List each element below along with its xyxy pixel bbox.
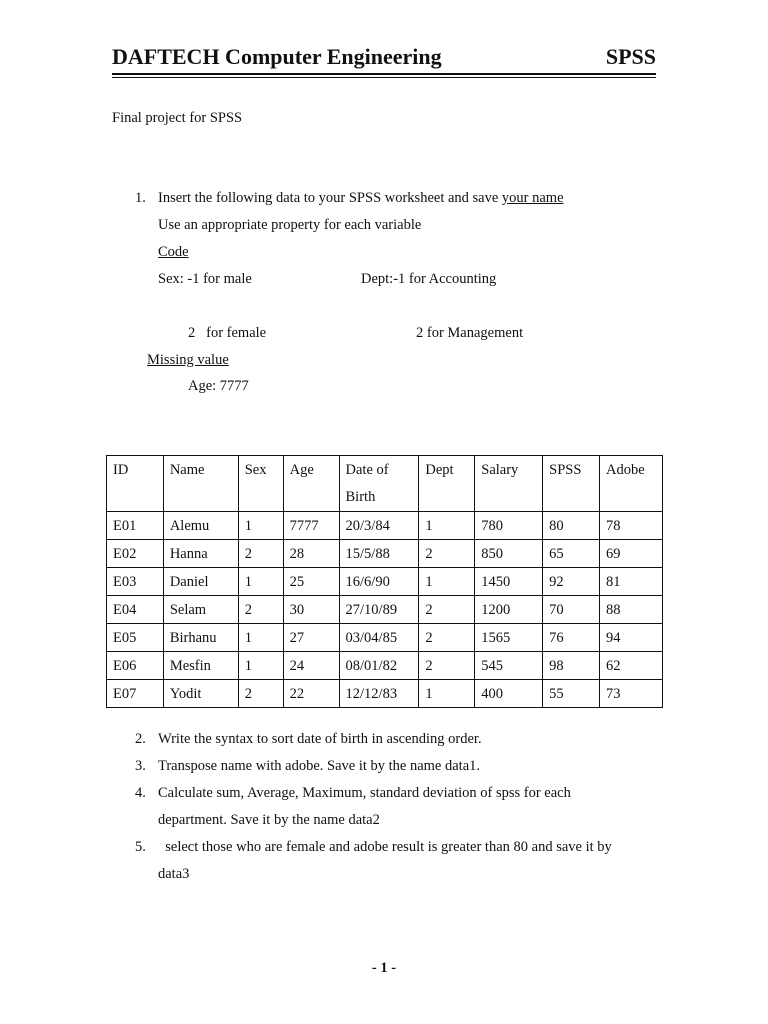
missing-value-age: Age: 7777	[188, 378, 249, 394]
table-cell: 80	[543, 512, 600, 540]
table-cell: 16/6/90	[339, 568, 419, 596]
table-header-cell: Adobe	[600, 456, 663, 512]
table-cell: Hanna	[163, 540, 238, 568]
table-cell: 545	[475, 652, 543, 680]
code-dept-management: 2 for Management	[416, 325, 524, 341]
table-cell: 1	[238, 624, 283, 652]
q3-text: Transpose name with adobe. Save it by the name data1.	[158, 758, 481, 774]
q4-text: Calculate sum, Average, Maximum, standard deviation of spss for each	[158, 785, 571, 801]
table-cell: E02	[107, 540, 164, 568]
code-dept-accounting: Dept:-1 for Accounting	[361, 271, 497, 287]
table-cell: 70	[543, 596, 600, 624]
table-cell: 25	[283, 568, 339, 596]
table-row	[107, 512, 663, 540]
table-cell: 2	[419, 596, 475, 624]
table-cell: Alemu	[163, 512, 238, 540]
intro-text: Final project for SPSS	[112, 110, 243, 126]
q4-text-cont: department. Save it by the name data2	[158, 812, 380, 828]
table-cell: E03	[107, 568, 164, 596]
table-cell: 94	[600, 624, 663, 652]
table-cell: 28	[283, 540, 339, 568]
q2-number: 2.	[135, 731, 146, 747]
table-cell: 30	[283, 596, 339, 624]
table-cell: 81	[600, 568, 663, 596]
table-cell: E06	[107, 652, 164, 680]
q1-line1-text: Insert the following data to your SPSS worksheet and save	[158, 190, 502, 206]
code-label: Code	[158, 244, 189, 260]
table-row	[107, 540, 663, 568]
table-cell: 12/12/83	[339, 680, 419, 708]
table-cell: Mesfin	[163, 652, 238, 680]
table-cell: 65	[543, 540, 600, 568]
table-header-cell: ID	[107, 456, 164, 512]
table-cell: 1	[238, 652, 283, 680]
table-cell: 15/5/88	[339, 540, 419, 568]
q1-line2: Use an appropriate property for each variable	[158, 217, 422, 233]
table-cell: 78	[600, 512, 663, 540]
table-cell: 1565	[475, 624, 543, 652]
table-cell: 2	[238, 680, 283, 708]
table-header-row	[107, 456, 663, 512]
q1-line1-underlined: your name	[501, 190, 564, 206]
table-cell: 92	[543, 568, 600, 596]
header-rule-thin	[112, 77, 656, 78]
table-cell: 2	[238, 540, 283, 568]
page-header-right: SPSS	[605, 44, 656, 69]
missing-value-label: Missing value	[147, 352, 229, 368]
table-header-cell: Dept	[419, 456, 475, 512]
table-cell: 2	[419, 624, 475, 652]
table-cell: 27/10/89	[339, 596, 419, 624]
table-row	[107, 652, 663, 680]
q2-text: Write the syntax to sort date of birth in ascending order.	[158, 731, 482, 747]
table-cell: 2	[419, 652, 475, 680]
table-cell: 73	[600, 680, 663, 708]
table-header-cell: Age	[283, 456, 339, 512]
table-cell: 780	[475, 512, 543, 540]
header-rule	[112, 73, 656, 75]
table-row	[107, 624, 663, 652]
q4-number: 4.	[135, 785, 146, 801]
table-header-cell: Name	[163, 456, 238, 512]
table-header-cell: Date of Birth	[339, 456, 419, 512]
table-cell: 69	[600, 540, 663, 568]
employee-data-table	[106, 455, 663, 708]
table-cell: Daniel	[163, 568, 238, 596]
page-header-title: DAFTECH Computer Engineering	[112, 44, 442, 69]
table-cell: 22	[283, 680, 339, 708]
table-cell: Yodit	[163, 680, 238, 708]
table-row	[107, 568, 663, 596]
table-cell: 27	[283, 624, 339, 652]
table-cell: 08/01/82	[339, 652, 419, 680]
table-cell: 1	[419, 512, 475, 540]
table-cell: 62	[600, 652, 663, 680]
table-cell: 88	[600, 596, 663, 624]
table-row	[107, 680, 663, 708]
table-header-cell: Salary	[475, 456, 543, 512]
q5-text: select those who are female and adobe result is greater than 80 and save it by	[158, 839, 612, 855]
table-cell: 400	[475, 680, 543, 708]
table-cell: 76	[543, 624, 600, 652]
table-cell: 1200	[475, 596, 543, 624]
q1-line1	[158, 189, 564, 207]
q3-number: 3.	[135, 758, 146, 774]
table-cell: 1	[419, 680, 475, 708]
table-cell: 98	[543, 652, 600, 680]
table-cell: 1450	[475, 568, 543, 596]
table-cell: 03/04/85	[339, 624, 419, 652]
table-cell: 7777	[283, 512, 339, 540]
q5-text-cont: data3	[158, 866, 190, 882]
table-cell: E04	[107, 596, 164, 624]
table-cell: 24	[283, 652, 339, 680]
table-cell: 850	[475, 540, 543, 568]
table-cell: 1	[238, 512, 283, 540]
table-cell: 2	[238, 596, 283, 624]
table-cell: 2	[419, 540, 475, 568]
table-cell: 1	[419, 568, 475, 596]
table-cell: E05	[107, 624, 164, 652]
code-sex-female: 2 for female	[188, 325, 267, 341]
table-cell: Selam	[163, 596, 238, 624]
table-header-cell: SPSS	[543, 456, 600, 512]
table-cell: E07	[107, 680, 164, 708]
q5-number: 5.	[135, 839, 146, 855]
table-row	[107, 596, 663, 624]
page-number: - 1 -	[371, 960, 397, 976]
table-header-cell: Sex	[238, 456, 283, 512]
table-cell: 1	[238, 568, 283, 596]
table-cell: E01	[107, 512, 164, 540]
table-cell: 55	[543, 680, 600, 708]
table-cell: Birhanu	[163, 624, 238, 652]
table-cell: 20/3/84	[339, 512, 419, 540]
q1-number: 1.	[135, 190, 146, 206]
code-sex-male: Sex: -1 for male	[158, 271, 252, 287]
